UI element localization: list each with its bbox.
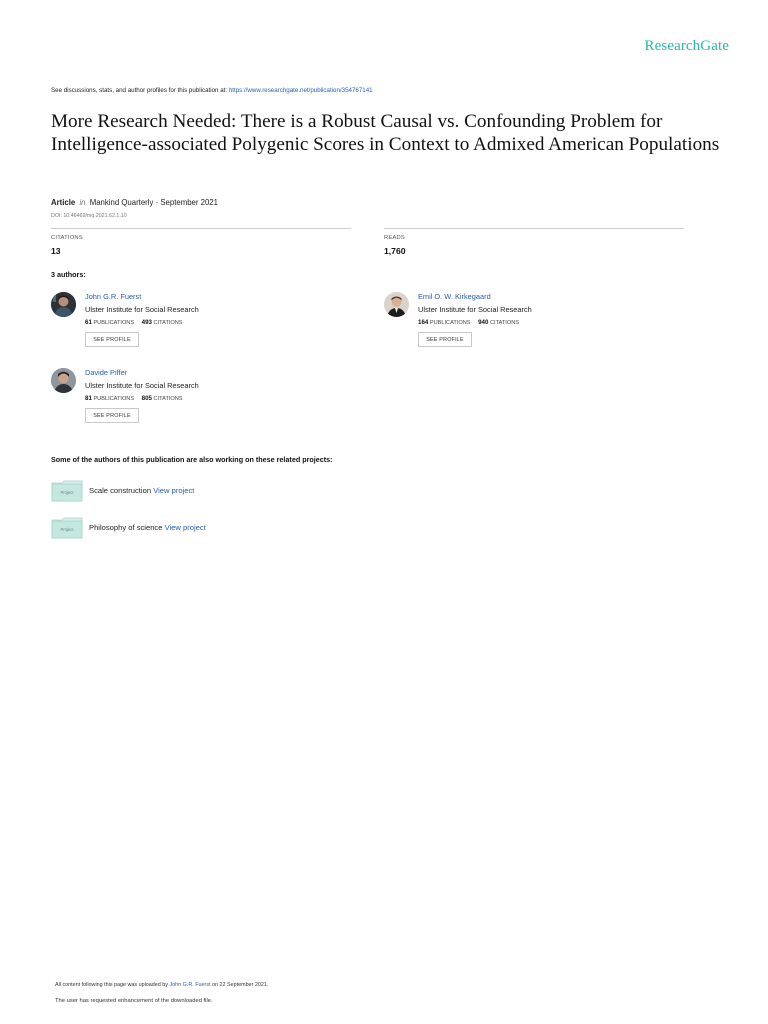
- author-name-link[interactable]: Emil O. W. Kirkegaard: [418, 292, 491, 301]
- related-projects-heading: Some of the authors of this publication are also working on these related projects:: [51, 455, 333, 464]
- author-card: [51, 368, 351, 428]
- author-citations-count: 493: [141, 319, 152, 326]
- publications-count: 164: [418, 319, 429, 326]
- reads-count: 1,760: [384, 246, 406, 256]
- project-folder-label: Project: [60, 527, 74, 532]
- related-project-item: [51, 517, 451, 541]
- see-profile-button[interactable]: SEE PROFILE: [85, 408, 139, 423]
- researchgate-logo[interactable]: ResearchGate: [644, 38, 729, 54]
- upload-prefix: All content following this page was uploaded by: [55, 982, 168, 988]
- author-institution: Ulster Institute for Social Research: [85, 305, 199, 314]
- author-card: [384, 292, 684, 352]
- avatar[interactable]: [51, 292, 76, 317]
- author-stats: [85, 319, 183, 326]
- publications-label: PUBLICATIONS: [93, 396, 135, 402]
- venue-date: Mankind Quarterly · September 2021: [89, 198, 218, 207]
- author-institution: Ulster Institute for Social Research: [85, 381, 199, 390]
- project-folder-icon: [51, 480, 83, 502]
- publication-meta: [51, 198, 218, 207]
- publications-count: 61: [85, 319, 92, 326]
- author-stats: [418, 319, 519, 326]
- author-citations-label: CITATIONS: [153, 320, 183, 326]
- citations-label: CITATIONS: [51, 235, 83, 241]
- related-project-item: [51, 480, 451, 504]
- avatar[interactable]: [51, 368, 76, 393]
- enhancement-note: The user has requested enhancement of the downloaded file.: [55, 998, 213, 1004]
- reads-divider: [384, 228, 684, 229]
- publications-label: PUBLICATIONS: [93, 320, 135, 326]
- author-citations-count: 940: [478, 319, 489, 326]
- project-name: Philosophy of science: [89, 523, 163, 532]
- author-institution: Ulster Institute for Social Research: [418, 305, 532, 314]
- project-folder-label: Project: [60, 490, 74, 495]
- discussions-line: [51, 87, 373, 94]
- project-entry: [89, 486, 194, 495]
- author-stats: [85, 395, 183, 402]
- author-citations-count: 805: [141, 395, 152, 402]
- in-word: in: [79, 198, 86, 207]
- citations-divider: [51, 228, 351, 229]
- doi-text: DOI: 10.46469/mq.2021.62.1.10: [51, 213, 127, 219]
- uploader-link[interactable]: John G.R. Fuerst: [169, 982, 211, 988]
- author-citations-label: CITATIONS: [153, 396, 183, 402]
- publications-count: 81: [85, 395, 92, 402]
- discussions-prefix: See discussions, stats, and author profiles for this publication at:: [51, 87, 228, 94]
- publication-title: More Research Needed: There is a Robust Causal vs. Confounding Problem for Intelligence-associated Polygenic Scores in Context to Admixed American Populations: [51, 111, 720, 155]
- see-profile-button[interactable]: SEE PROFILE: [418, 332, 472, 347]
- view-project-link[interactable]: View project: [153, 486, 195, 495]
- project-entry: [89, 523, 206, 532]
- authors-heading: 3 authors:: [51, 270, 86, 279]
- upload-suffix: on 22 September 2021.: [212, 982, 269, 988]
- reads-label: READS: [384, 235, 405, 241]
- see-profile-button[interactable]: SEE PROFILE: [85, 332, 139, 347]
- avatar[interactable]: [384, 292, 409, 317]
- upload-footer: [55, 982, 268, 988]
- author-name-link[interactable]: Davide Piffer: [85, 368, 128, 377]
- publication-type: Article: [51, 198, 76, 207]
- citations-count: 13: [51, 246, 61, 256]
- publication-url-link[interactable]: https://www.researchgate.net/publication/354767141: [228, 87, 373, 94]
- author-name-link[interactable]: John G.R. Fuerst: [85, 292, 142, 301]
- author-card: [51, 292, 351, 352]
- publications-label: PUBLICATIONS: [429, 320, 471, 326]
- project-name: Scale construction: [89, 486, 152, 495]
- author-citations-label: CITATIONS: [489, 320, 519, 326]
- view-project-link[interactable]: View project: [164, 523, 206, 532]
- project-folder-icon: [51, 517, 83, 539]
